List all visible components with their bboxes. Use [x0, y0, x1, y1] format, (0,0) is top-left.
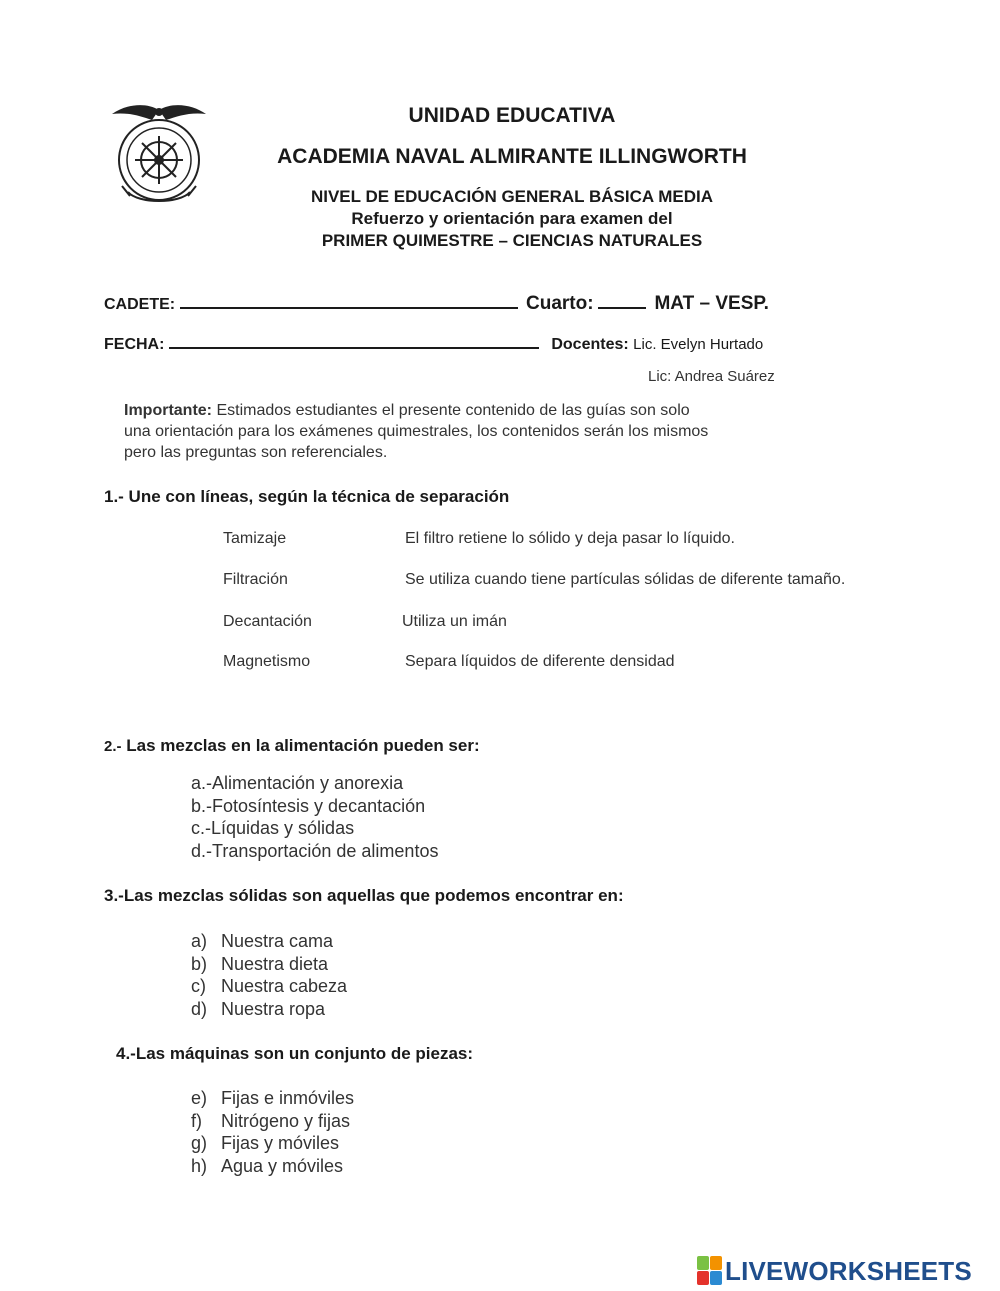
question-2-options	[191, 772, 438, 862]
question-2-number: 2.-	[104, 738, 122, 755]
q4-option-g[interactable]	[191, 1132, 354, 1155]
q3-option-d[interactable]	[191, 998, 347, 1021]
question-2-text: Las mezclas en la alimentación pueden ser:	[126, 736, 480, 755]
question-2-title	[104, 736, 480, 756]
option-text: Agua y móviles	[221, 1155, 344, 1176]
q2-option-a[interactable]: a.-Alimentación y anorexia	[191, 773, 404, 793]
note-line-3: pero las preguntas son referenciales.	[124, 444, 388, 461]
option-label: g)	[191, 1133, 208, 1154]
question-1-title: 1.- Une con líneas, según la técnica de separación	[104, 487, 510, 506]
docente-1: Lic. Evelyn Hurtado	[633, 336, 764, 353]
fecha-row	[104, 333, 763, 354]
cuarto-blank[interactable]	[598, 293, 646, 309]
cadete-blank[interactable]	[180, 293, 518, 309]
match-left-4[interactable]: Magnetismo	[223, 653, 311, 670]
note-label: Importante:	[124, 402, 212, 419]
q3-option-c[interactable]	[191, 975, 347, 998]
note-line-1: Estimados estudiantes el presente contenido de las guías son solo	[216, 402, 690, 419]
q4-option-e[interactable]	[191, 1087, 354, 1110]
cuarto-label: Cuarto:	[526, 293, 594, 314]
option-text: Nuestra ropa	[221, 998, 326, 1019]
q2-option-b[interactable]: b.-Fotosíntesis y decantación	[191, 795, 426, 816]
question-4-title: 4.-Las máquinas son un conjunto de piezas:	[116, 1044, 474, 1063]
match-right-2[interactable]: Se utiliza cuando tiene partículas sólidas de diferente tamaño.	[405, 571, 846, 588]
option-label: h)	[191, 1155, 208, 1176]
q2-option-d[interactable]: d.-Transportación de alimentos	[191, 840, 439, 861]
cuarto-value: MAT – VESP.	[654, 293, 769, 314]
academy-name-title: ACADEMIA NAVAL ALMIRANTE ILLINGWORTH	[277, 145, 747, 168]
important-note	[124, 400, 804, 463]
term-subject-title: PRIMER QUIMESTRE – CIENCIAS NATURALES	[321, 231, 703, 250]
option-label: d)	[191, 998, 208, 1019]
q4-option-h[interactable]	[191, 1155, 354, 1178]
option-label: c)	[191, 976, 206, 997]
match-left-1[interactable]: Tamizaje	[223, 530, 287, 547]
match-left-2[interactable]: Filtración	[223, 571, 288, 588]
q2-option-c[interactable]: c.-Líquidas y sólidas	[191, 818, 355, 839]
q4-option-f[interactable]	[191, 1110, 354, 1133]
fecha-label: FECHA:	[104, 336, 165, 353]
liveworksheets-logo-icon	[697, 1256, 723, 1286]
note-line-2: una orientación para los exámenes quimestrales, los contenidos serán los mismos	[124, 423, 709, 440]
school-name-line: UNIDAD EDUCATIVA	[408, 104, 616, 127]
q3-option-a[interactable]	[191, 930, 347, 953]
docente-2: Lic: Andrea Suárez	[648, 368, 775, 385]
match-right-3[interactable]: Utiliza un imán	[402, 613, 507, 630]
option-label: e)	[191, 1088, 208, 1108]
cadete-label: CADETE:	[104, 296, 176, 313]
option-label: b)	[191, 953, 208, 974]
option-text: Fijas e inmóviles	[221, 1088, 355, 1108]
watermark-text: LIVEWORKSHEETS	[725, 1256, 972, 1286]
option-label: a)	[191, 931, 208, 951]
option-text: Nuestra cabeza	[221, 976, 348, 997]
option-label: f)	[191, 1110, 202, 1131]
q3-option-b[interactable]	[191, 953, 347, 976]
guide-subtitle: Refuerzo y orientación para examen del	[351, 209, 673, 228]
match-right-4[interactable]: Separa líquidos de diferente densidad	[405, 653, 675, 670]
question-3-title: 3.-Las mezclas sólidas son aquellas que podemos encontrar en:	[104, 886, 624, 905]
match-right-1[interactable]: El filtro retiene lo sólido y deja pasar lo líquido.	[405, 530, 735, 547]
option-text: Fijas y móviles	[221, 1133, 340, 1154]
docentes-label: Docentes:	[551, 336, 629, 353]
question-3-options	[191, 930, 347, 1020]
option-text: Nuestra dieta	[221, 953, 329, 974]
match-left-3[interactable]: Decantación	[223, 613, 312, 630]
option-text: Nuestra cama	[221, 931, 334, 951]
question-4-options	[191, 1087, 354, 1177]
education-level: NIVEL DE EDUCACIÓN GENERAL BÁSICA MEDIA	[310, 187, 714, 206]
fecha-blank[interactable]	[169, 333, 539, 349]
cadete-row	[104, 293, 769, 315]
option-text: Nitrógeno y fijas	[221, 1110, 351, 1131]
